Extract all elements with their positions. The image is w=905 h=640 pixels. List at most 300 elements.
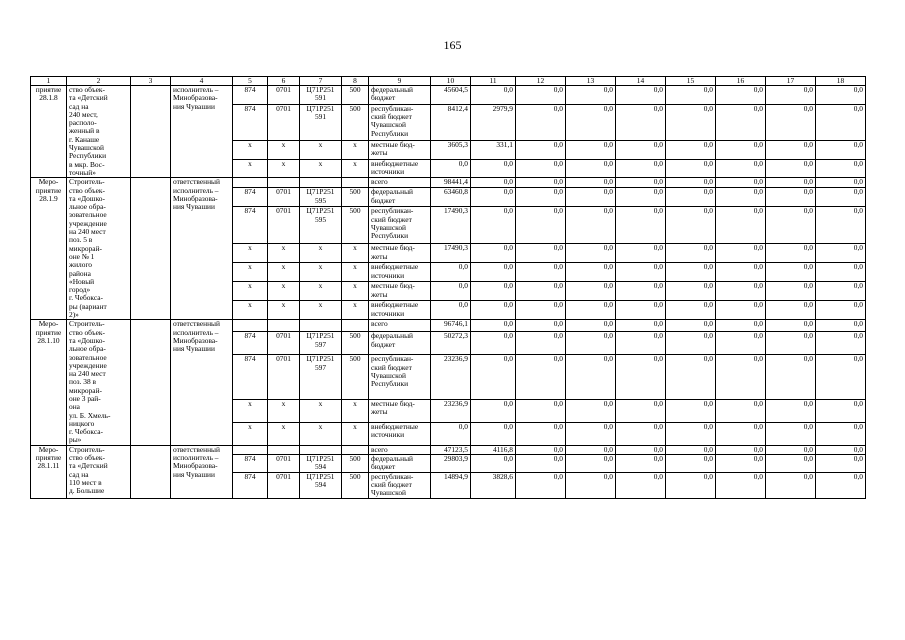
- cell-target-article: х: [300, 282, 342, 301]
- column-number-1: 1: [31, 77, 67, 86]
- measure-label-cell: Меро- приятие 28.1.10: [31, 320, 67, 445]
- cell-value-col15: 0,0: [666, 332, 716, 355]
- column-number-5: 5: [233, 77, 268, 86]
- cell-expense-type: х: [342, 244, 369, 263]
- cell-value-col17: 0,0: [766, 188, 816, 207]
- executor-cell: ответственный исполнитель – Минобразова- ния Чувашии: [171, 178, 233, 320]
- cell-expense-type: 500: [342, 455, 369, 473]
- cell-funding-source: федеральный бюджет: [369, 332, 431, 355]
- cell-section: х: [268, 282, 300, 301]
- column-number-18: 18: [816, 77, 866, 86]
- cell-value-col13: 0,0: [566, 244, 616, 263]
- cell-grbs: х: [233, 422, 268, 445]
- cell-value-col13: 0,0: [566, 320, 616, 332]
- cell-value-col18: 0,0: [816, 104, 866, 140]
- cell-value-col18: 0,0: [816, 86, 866, 105]
- cell-value-col15: 0,0: [666, 263, 716, 282]
- cell-target-article: Ц71Р251 591: [300, 104, 342, 140]
- cell-value-col10: 0,0: [431, 159, 471, 178]
- cell-value-col12: 0,0: [516, 455, 566, 473]
- cell-value-col10: 8412,4: [431, 104, 471, 140]
- cell-section: х: [268, 159, 300, 178]
- cell-target-article: х: [300, 399, 342, 422]
- cell-target-article: Ц71Р251 597: [300, 355, 342, 400]
- column-number-17: 17: [766, 77, 816, 86]
- cell-value-col14: 0,0: [616, 86, 666, 105]
- cell-value-col16: 0,0: [716, 422, 766, 445]
- cell-target-article: Ц71Р251 594: [300, 455, 342, 473]
- cell-section: х: [268, 244, 300, 263]
- cell-value-col14: 0,0: [616, 399, 666, 422]
- cell-funding-source: внебюджетные источники: [369, 422, 431, 445]
- cell-target-article: [300, 445, 342, 454]
- cell-expense-type: 500: [342, 355, 369, 400]
- cell-value-col12: 0,0: [516, 422, 566, 445]
- cell-value-col18: 0,0: [816, 332, 866, 355]
- cell-grbs: [233, 178, 268, 188]
- cell-grbs: 874: [233, 188, 268, 207]
- object-description-cell: Строитель- ство объек- та «Детский сад на 110 мест в д. Большие: [67, 445, 131, 498]
- object-description-cell: ство объек- та «Детский сад на 240 мест, располо- женный в г. Канаше Чувашской Республики в мкр. Вос- точный»: [67, 86, 131, 178]
- cell-value-col12: 0,0: [516, 86, 566, 105]
- table-row: [31, 178, 866, 188]
- cell-value-col17: 0,0: [766, 455, 816, 473]
- cell-section: 0701: [268, 472, 300, 498]
- column-number-2: 2: [67, 77, 131, 86]
- cell-value-col16: 0,0: [716, 244, 766, 263]
- cell-value-col16: 0,0: [716, 282, 766, 301]
- cell-value-col12: 0,0: [516, 244, 566, 263]
- cell-section: 0701: [268, 188, 300, 207]
- column-number-15: 15: [666, 77, 716, 86]
- cell-section: [268, 320, 300, 332]
- cell-value-col10: 47123,5: [431, 445, 471, 454]
- cell-section: [268, 445, 300, 454]
- cell-value-col14: 0,0: [616, 140, 666, 159]
- cell-value-col18: 0,0: [816, 207, 866, 244]
- cell-value-col15: 0,0: [666, 244, 716, 263]
- cell-value-col14: 0,0: [616, 455, 666, 473]
- cell-value-col16: 0,0: [716, 399, 766, 422]
- cell-section: 0701: [268, 332, 300, 355]
- cell-section: [268, 178, 300, 188]
- cell-value-col14: 0,0: [616, 472, 666, 498]
- measure-label-cell: Меро- приятие 28.1.11: [31, 445, 67, 498]
- cell-expense-type: х: [342, 159, 369, 178]
- cell-value-col10: 96746,1: [431, 320, 471, 332]
- cell-value-col14: 0,0: [616, 207, 666, 244]
- cell-value-col16: 0,0: [716, 320, 766, 332]
- cell-value-col14: 0,0: [616, 188, 666, 207]
- cell-value-col18: 0,0: [816, 301, 866, 320]
- cell-grbs: х: [233, 244, 268, 263]
- cell-value-col15: 0,0: [666, 355, 716, 400]
- cell-value-col11: 0,0: [471, 422, 516, 445]
- cell-value-col15: 0,0: [666, 399, 716, 422]
- page-number: 165: [443, 38, 462, 52]
- cell-grbs: 874: [233, 207, 268, 244]
- cell-value-col10: 3605,3: [431, 140, 471, 159]
- cell-value-col14: 0,0: [616, 104, 666, 140]
- header-row: [31, 77, 866, 86]
- measure-label-cell: Меро- приятие 28.1.9: [31, 178, 67, 320]
- cell-target-article: х: [300, 140, 342, 159]
- column-number-9: 9: [369, 77, 431, 86]
- cell-value-col12: 0,0: [516, 445, 566, 454]
- cell-value-col15: 0,0: [666, 301, 716, 320]
- cell-value-col17: 0,0: [766, 104, 816, 140]
- executor-cell: исполнитель – Минобразова- ния Чувашии: [171, 86, 233, 178]
- cell-value-col18: 0,0: [816, 355, 866, 400]
- cell-value-col16: 0,0: [716, 301, 766, 320]
- cell-value-col10: 17490,3: [431, 244, 471, 263]
- column-number-16: 16: [716, 77, 766, 86]
- object-description-cell: Строитель- ство объек- та «Дошко- льное обра- зовательное учреждение на 240 мест поз. 5 в микрорай- оне № 1 жилого района «Новый город» г. Чебокса- ры (вариант 2)»: [67, 178, 131, 320]
- object-description-cell: Строитель- ство объек- та «Дошко- льное обра- зовательное учреждение на 240 мест поз. 38 в микрорай- оне 3 рай- она ул. Б. Хмель- ницкого г. Чебокса- ры»: [67, 320, 131, 445]
- column-number-3: 3: [131, 77, 171, 86]
- cell-value-col17: 0,0: [766, 472, 816, 498]
- cell-value-col11: 0,0: [471, 399, 516, 422]
- cell-value-col17: 0,0: [766, 422, 816, 445]
- cell-value-col16: 0,0: [716, 140, 766, 159]
- cell-value-col15: 0,0: [666, 445, 716, 454]
- cell-value-col15: 0,0: [666, 320, 716, 332]
- column-number-12: 12: [516, 77, 566, 86]
- cell-value-col18: 0,0: [816, 178, 866, 188]
- cell-funding-source: местные бюд- жеты: [369, 282, 431, 301]
- cell-value-col14: 0,0: [616, 332, 666, 355]
- cell-value-col11: 0,0: [471, 159, 516, 178]
- cell-funding-source: федеральный бюджет: [369, 455, 431, 473]
- cell-section: 0701: [268, 355, 300, 400]
- cell-value-col13: 0,0: [566, 455, 616, 473]
- cell-value-col10: 14894,9: [431, 472, 471, 498]
- cell-value-col11: 0,0: [471, 320, 516, 332]
- cell-section: х: [268, 263, 300, 282]
- cell-grbs: х: [233, 282, 268, 301]
- cell-funding-source: федеральный бюджет: [369, 188, 431, 207]
- cell-expense-type: 500: [342, 332, 369, 355]
- cell-value-col18: 0,0: [816, 188, 866, 207]
- cell-target-article: х: [300, 244, 342, 263]
- empty-cell: [131, 445, 171, 498]
- cell-value-col10: 29803,9: [431, 455, 471, 473]
- column-number-8: 8: [342, 77, 369, 86]
- cell-value-col11: 0,0: [471, 188, 516, 207]
- cell-value-col16: 0,0: [716, 159, 766, 178]
- cell-value-col15: 0,0: [666, 86, 716, 105]
- cell-value-col17: 0,0: [766, 244, 816, 263]
- cell-expense-type: х: [342, 140, 369, 159]
- cell-target-article: Ц71Р251 597: [300, 332, 342, 355]
- cell-value-col13: 0,0: [566, 332, 616, 355]
- cell-expense-type: 500: [342, 86, 369, 105]
- cell-value-col13: 0,0: [566, 188, 616, 207]
- cell-section: х: [268, 140, 300, 159]
- cell-value-col11: 0,0: [471, 455, 516, 473]
- cell-target-article: [300, 320, 342, 332]
- cell-value-col16: 0,0: [716, 263, 766, 282]
- cell-target-article: Ц71Р251 595: [300, 207, 342, 244]
- cell-section: х: [268, 301, 300, 320]
- cell-expense-type: х: [342, 301, 369, 320]
- cell-funding-source: всего: [369, 445, 431, 454]
- cell-value-col12: 0,0: [516, 472, 566, 498]
- cell-value-col13: 0,0: [566, 282, 616, 301]
- cell-expense-type: [342, 445, 369, 454]
- cell-value-col18: 0,0: [816, 320, 866, 332]
- cell-value-col15: 0,0: [666, 422, 716, 445]
- cell-value-col16: 0,0: [716, 86, 766, 105]
- column-number-11: 11: [471, 77, 516, 86]
- table-row: [31, 445, 866, 454]
- cell-target-article: Ц71Р251 595: [300, 188, 342, 207]
- cell-value-col14: 0,0: [616, 178, 666, 188]
- cell-value-col13: 0,0: [566, 207, 616, 244]
- cell-value-col13: 0,0: [566, 159, 616, 178]
- cell-expense-type: [342, 320, 369, 332]
- cell-value-col16: 0,0: [716, 188, 766, 207]
- cell-value-col16: 0,0: [716, 207, 766, 244]
- cell-value-col15: 0,0: [666, 455, 716, 473]
- cell-value-col18: 0,0: [816, 455, 866, 473]
- cell-funding-source: федеральный бюджет: [369, 86, 431, 105]
- cell-value-col16: 0,0: [716, 355, 766, 400]
- cell-value-col15: 0,0: [666, 472, 716, 498]
- cell-value-col13: 0,0: [566, 140, 616, 159]
- cell-value-col11: 3828,6: [471, 472, 516, 498]
- cell-section: х: [268, 422, 300, 445]
- cell-section: х: [268, 399, 300, 422]
- cell-value-col15: 0,0: [666, 207, 716, 244]
- cell-value-col11: 0,0: [471, 86, 516, 105]
- cell-value-col17: 0,0: [766, 86, 816, 105]
- cell-value-col14: 0,0: [616, 301, 666, 320]
- cell-expense-type: х: [342, 282, 369, 301]
- column-number-4: 4: [171, 77, 233, 86]
- cell-value-col10: 45604,5: [431, 86, 471, 105]
- cell-value-col12: 0,0: [516, 104, 566, 140]
- cell-funding-source: всего: [369, 178, 431, 188]
- cell-funding-source: внебюджетные источники: [369, 301, 431, 320]
- cell-value-col11: 0,0: [471, 263, 516, 282]
- cell-value-col17: 0,0: [766, 178, 816, 188]
- cell-funding-source: республикан- ский бюджет Чувашской: [369, 472, 431, 498]
- cell-value-col15: 0,0: [666, 178, 716, 188]
- cell-funding-source: всего: [369, 320, 431, 332]
- cell-value-col12: 0,0: [516, 178, 566, 188]
- cell-value-col17: 0,0: [766, 263, 816, 282]
- cell-value-col11: 0,0: [471, 244, 516, 263]
- cell-value-col11: 0,0: [471, 301, 516, 320]
- cell-expense-type: 500: [342, 188, 369, 207]
- cell-value-col10: 50272,3: [431, 332, 471, 355]
- cell-value-col11: 2979,9: [471, 104, 516, 140]
- cell-value-col13: 0,0: [566, 445, 616, 454]
- cell-value-col18: 0,0: [816, 472, 866, 498]
- cell-grbs: 874: [233, 86, 268, 105]
- empty-cell: [131, 178, 171, 320]
- empty-cell: [131, 320, 171, 445]
- cell-grbs: х: [233, 140, 268, 159]
- cell-value-col13: 0,0: [566, 86, 616, 105]
- measure-label-cell: приятие 28.1.8: [31, 86, 67, 178]
- cell-grbs: 874: [233, 472, 268, 498]
- cell-target-article: х: [300, 159, 342, 178]
- cell-value-col18: 0,0: [816, 140, 866, 159]
- cell-funding-source: внебюджетные источники: [369, 263, 431, 282]
- cell-value-col15: 0,0: [666, 188, 716, 207]
- cell-value-col13: 0,0: [566, 422, 616, 445]
- cell-value-col13: 0,0: [566, 178, 616, 188]
- cell-value-col12: 0,0: [516, 301, 566, 320]
- column-number-13: 13: [566, 77, 616, 86]
- cell-grbs: 874: [233, 104, 268, 140]
- cell-value-col10: 0,0: [431, 301, 471, 320]
- cell-value-col18: 0,0: [816, 445, 866, 454]
- cell-funding-source: республикан- ский бюджет Чувашской Республики: [369, 207, 431, 244]
- cell-value-col10: 0,0: [431, 282, 471, 301]
- cell-value-col14: 0,0: [616, 422, 666, 445]
- cell-section: 0701: [268, 86, 300, 105]
- cell-value-col15: 0,0: [666, 282, 716, 301]
- cell-expense-type: х: [342, 263, 369, 282]
- cell-value-col14: 0,0: [616, 244, 666, 263]
- cell-grbs: х: [233, 399, 268, 422]
- cell-funding-source: местные бюд- жеты: [369, 244, 431, 263]
- executor-cell: ответственный исполнитель – Минобразова- ния Чувашии: [171, 445, 233, 498]
- cell-value-col13: 0,0: [566, 104, 616, 140]
- cell-section: 0701: [268, 207, 300, 244]
- cell-value-col17: 0,0: [766, 207, 816, 244]
- cell-value-col10: 0,0: [431, 263, 471, 282]
- cell-grbs: 874: [233, 455, 268, 473]
- cell-expense-type: 500: [342, 207, 369, 244]
- cell-value-col13: 0,0: [566, 355, 616, 400]
- cell-value-col14: 0,0: [616, 282, 666, 301]
- cell-value-col13: 0,0: [566, 263, 616, 282]
- cell-value-col17: 0,0: [766, 301, 816, 320]
- cell-value-col12: 0,0: [516, 320, 566, 332]
- cell-value-col18: 0,0: [816, 399, 866, 422]
- cell-value-col12: 0,0: [516, 140, 566, 159]
- cell-value-col11: 4116,8: [471, 445, 516, 454]
- cell-expense-type: 500: [342, 472, 369, 498]
- budget-table: [30, 76, 866, 499]
- empty-cell: [131, 86, 171, 178]
- cell-value-col12: 0,0: [516, 188, 566, 207]
- cell-value-col17: 0,0: [766, 399, 816, 422]
- cell-value-col18: 0,0: [816, 244, 866, 263]
- cell-value-col17: 0,0: [766, 320, 816, 332]
- cell-value-col16: 0,0: [716, 472, 766, 498]
- cell-value-col11: 331,1: [471, 140, 516, 159]
- cell-grbs: 874: [233, 332, 268, 355]
- column-number-14: 14: [616, 77, 666, 86]
- cell-value-col15: 0,0: [666, 104, 716, 140]
- cell-target-article: Ц71Р251 594: [300, 472, 342, 498]
- cell-value-col17: 0,0: [766, 445, 816, 454]
- cell-section: 0701: [268, 104, 300, 140]
- cell-value-col14: 0,0: [616, 159, 666, 178]
- cell-value-col11: 0,0: [471, 282, 516, 301]
- table-row: [31, 320, 866, 332]
- cell-value-col13: 0,0: [566, 472, 616, 498]
- cell-value-col10: 0,0: [431, 422, 471, 445]
- cell-value-col11: 0,0: [471, 332, 516, 355]
- cell-value-col18: 0,0: [816, 159, 866, 178]
- cell-value-col11: 0,0: [471, 207, 516, 244]
- cell-value-col17: 0,0: [766, 140, 816, 159]
- cell-value-col14: 0,0: [616, 445, 666, 454]
- cell-value-col18: 0,0: [816, 282, 866, 301]
- cell-value-col17: 0,0: [766, 332, 816, 355]
- column-number-10: 10: [431, 77, 471, 86]
- cell-value-col12: 0,0: [516, 159, 566, 178]
- cell-value-col13: 0,0: [566, 399, 616, 422]
- executor-cell: ответственный исполнитель – Минобразова- ния Чувашии: [171, 320, 233, 445]
- cell-grbs: х: [233, 159, 268, 178]
- cell-value-col17: 0,0: [766, 159, 816, 178]
- cell-value-col10: 23236,9: [431, 399, 471, 422]
- cell-value-col10: 63460,8: [431, 188, 471, 207]
- cell-value-col16: 0,0: [716, 104, 766, 140]
- cell-target-article: х: [300, 422, 342, 445]
- cell-value-col15: 0,0: [666, 140, 716, 159]
- cell-value-col17: 0,0: [766, 282, 816, 301]
- cell-target-article: Ц71Р251 591: [300, 86, 342, 105]
- column-number-7: 7: [300, 77, 342, 86]
- cell-value-col14: 0,0: [616, 355, 666, 400]
- cell-value-col16: 0,0: [716, 455, 766, 473]
- cell-value-col12: 0,0: [516, 263, 566, 282]
- cell-expense-type: х: [342, 399, 369, 422]
- cell-value-col10: 23236,9: [431, 355, 471, 400]
- cell-grbs: [233, 445, 268, 454]
- cell-value-col16: 0,0: [716, 332, 766, 355]
- cell-section: 0701: [268, 455, 300, 473]
- cell-value-col15: 0,0: [666, 159, 716, 178]
- cell-grbs: 874: [233, 355, 268, 400]
- cell-value-col11: 0,0: [471, 355, 516, 400]
- cell-target-article: [300, 178, 342, 188]
- cell-value-col16: 0,0: [716, 445, 766, 454]
- cell-value-col14: 0,0: [616, 263, 666, 282]
- cell-target-article: х: [300, 301, 342, 320]
- cell-expense-type: [342, 178, 369, 188]
- cell-value-col12: 0,0: [516, 207, 566, 244]
- cell-value-col10: 17490,3: [431, 207, 471, 244]
- column-number-6: 6: [268, 77, 300, 86]
- cell-value-col12: 0,0: [516, 399, 566, 422]
- cell-funding-source: местные бюд- жеты: [369, 399, 431, 422]
- cell-funding-source: внебюджетные источники: [369, 159, 431, 178]
- cell-value-col18: 0,0: [816, 263, 866, 282]
- cell-funding-source: республикан- ский бюджет Чувашской Республики: [369, 104, 431, 140]
- cell-grbs: х: [233, 301, 268, 320]
- cell-grbs: [233, 320, 268, 332]
- cell-target-article: х: [300, 263, 342, 282]
- cell-expense-type: х: [342, 422, 369, 445]
- cell-funding-source: местные бюд- жеты: [369, 140, 431, 159]
- cell-value-col18: 0,0: [816, 422, 866, 445]
- cell-grbs: х: [233, 263, 268, 282]
- cell-value-col13: 0,0: [566, 301, 616, 320]
- cell-value-col12: 0,0: [516, 355, 566, 400]
- cell-value-col11: 0,0: [471, 178, 516, 188]
- cell-expense-type: 500: [342, 104, 369, 140]
- cell-value-col12: 0,0: [516, 332, 566, 355]
